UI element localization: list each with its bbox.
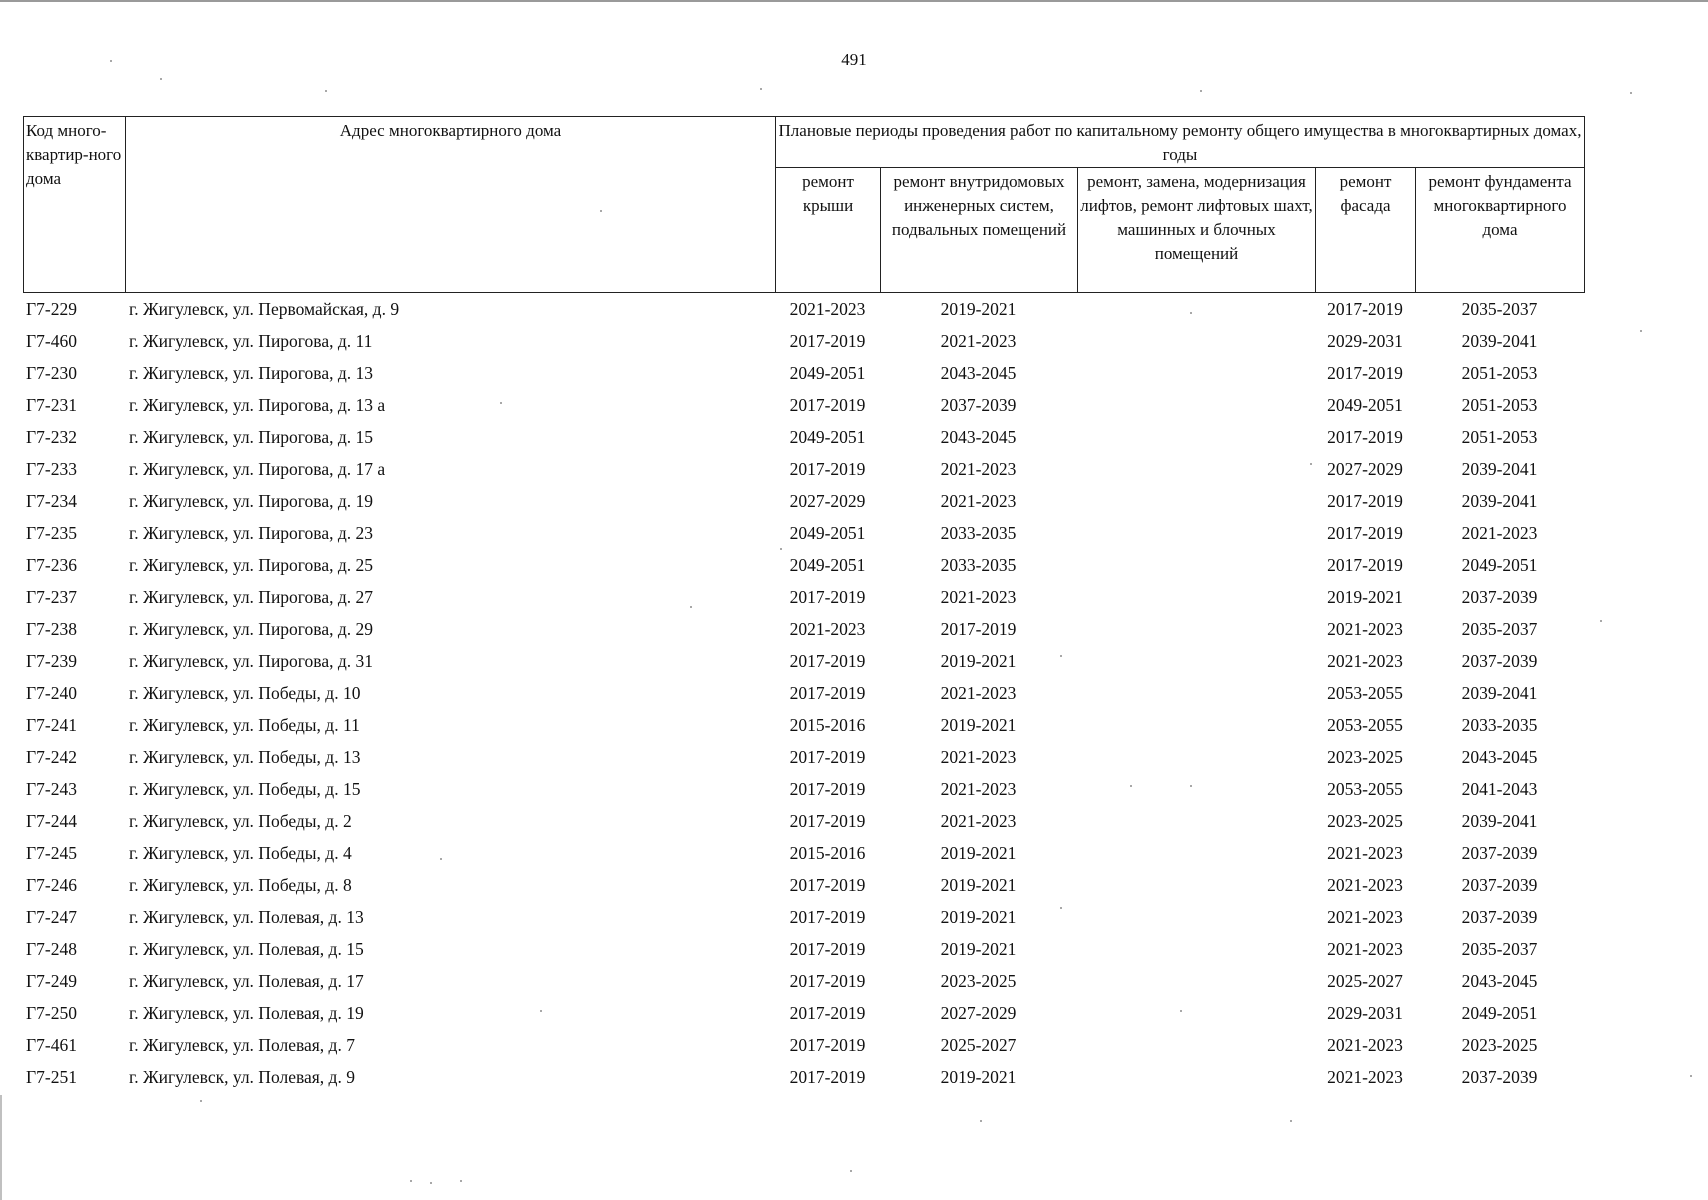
cell-roof: 2017-2019 <box>789 810 866 831</box>
cell-code: Г7-230 <box>26 362 77 383</box>
cell-facade: 2017-2019 <box>1327 362 1403 383</box>
cell-systems: 2021-2023 <box>940 458 1017 479</box>
cell-systems: 2021-2023 <box>940 682 1017 703</box>
scan-edge-left <box>0 1095 2 1200</box>
cell-lifts <box>1077 837 1315 869</box>
scan-edge-top <box>0 0 1708 2</box>
cell-roof: 2017-2019 <box>789 650 866 671</box>
cell-code: Г7-242 <box>26 746 77 767</box>
cell-roof: 2017-2019 <box>789 1002 866 1023</box>
scan-speck <box>540 1010 542 1012</box>
cell-systems: 2021-2023 <box>940 778 1017 799</box>
cell-foundation: 2051-2053 <box>1461 394 1538 415</box>
cell-facade: 2053-2055 <box>1327 682 1403 703</box>
table-row <box>23 389 1584 421</box>
table-row <box>23 293 1584 325</box>
cell-foundation: 2039-2041 <box>1461 490 1538 511</box>
cell-foundation: 2039-2041 <box>1461 330 1538 351</box>
scan-speck <box>690 606 692 608</box>
cell-lifts <box>1077 517 1315 549</box>
cell-address: г. Жигулевск, ул. Полевая, д. 7 <box>129 1034 355 1055</box>
cell-lifts <box>1077 389 1315 421</box>
header-address: Адрес многоквартирного дома <box>339 121 562 140</box>
cell-facade: 2021-2023 <box>1327 842 1403 863</box>
cell-facade: 2049-2051 <box>1327 394 1403 415</box>
cell-foundation: 2037-2039 <box>1461 586 1538 607</box>
cell-lifts <box>1077 805 1315 837</box>
table-row <box>23 517 1584 549</box>
cell-code: Г7-246 <box>26 874 77 895</box>
cell-roof: 2049-2051 <box>789 362 866 383</box>
cell-address: г. Жигулевск, ул. Пирогова, д. 13 а <box>129 394 386 415</box>
table-row <box>23 837 1584 869</box>
scan-speck <box>1290 1120 1292 1122</box>
cell-lifts <box>1077 965 1315 997</box>
table-row <box>23 933 1584 965</box>
cell-code: Г7-250 <box>26 1002 77 1023</box>
scan-speck <box>850 1170 852 1172</box>
cell-code: Г7-235 <box>26 522 77 543</box>
scan-speck <box>500 402 502 404</box>
cell-code: Г7-237 <box>26 586 77 607</box>
cell-facade: 2023-2025 <box>1327 746 1403 767</box>
cell-code: Г7-241 <box>26 714 77 735</box>
cell-roof: 2017-2019 <box>789 906 866 927</box>
cell-facade: 2021-2023 <box>1327 1034 1403 1055</box>
cell-lifts <box>1077 549 1315 581</box>
scan-speck <box>1630 92 1632 94</box>
table-rows <box>23 293 1584 1093</box>
cell-roof: 2021-2023 <box>789 298 866 319</box>
scan-speck <box>1130 785 1132 787</box>
cell-code: Г7-232 <box>26 426 77 447</box>
scan-speck <box>1600 620 1602 622</box>
table-row <box>23 613 1584 645</box>
cell-code: Г7-249 <box>26 970 77 991</box>
cell-code: Г7-229 <box>26 298 77 319</box>
cell-code: Г7-234 <box>26 490 77 511</box>
cell-lifts <box>1077 421 1315 453</box>
cell-code: Г7-233 <box>26 458 77 479</box>
table-row <box>23 645 1584 677</box>
scan-speck <box>325 90 327 92</box>
cell-roof: 2049-2051 <box>789 554 866 575</box>
scan-speck <box>1640 330 1642 332</box>
table-row <box>23 997 1584 1029</box>
cell-systems: 2043-2045 <box>940 426 1017 447</box>
cell-facade: 2023-2025 <box>1327 810 1403 831</box>
cell-code: Г7-245 <box>26 842 77 863</box>
cell-roof: 2027-2029 <box>789 490 866 511</box>
cell-systems: 2019-2021 <box>940 1066 1017 1087</box>
cell-roof: 2017-2019 <box>789 682 866 703</box>
cell-foundation: 2037-2039 <box>1461 842 1538 863</box>
table-row <box>23 357 1584 389</box>
cell-roof: 2017-2019 <box>789 1066 866 1087</box>
cell-lifts <box>1077 773 1315 805</box>
cell-systems: 2023-2025 <box>940 970 1017 991</box>
cell-systems: 2019-2021 <box>940 938 1017 959</box>
table-row <box>23 709 1584 741</box>
cell-systems: 2019-2021 <box>940 842 1017 863</box>
cell-systems: 2021-2023 <box>940 330 1017 351</box>
cell-address: г. Жигулевск, ул. Пирогова, д. 11 <box>129 330 373 351</box>
cell-address: г. Жигулевск, ул. Пирогова, д. 25 <box>129 554 374 575</box>
table-row <box>23 485 1584 517</box>
scan-speck <box>1060 907 1062 909</box>
header-periods-group-cell <box>776 117 1585 168</box>
cell-address: г. Жигулевск, ул. Полевая, д. 19 <box>129 1002 364 1023</box>
table-header <box>23 116 1585 293</box>
cell-roof: 2049-2051 <box>789 522 866 543</box>
cell-systems: 2019-2021 <box>940 298 1017 319</box>
cell-foundation: 2037-2039 <box>1461 650 1538 671</box>
cell-code: Г7-251 <box>26 1066 77 1087</box>
table-row <box>23 741 1584 773</box>
table-row <box>23 549 1584 581</box>
scan-speck <box>1200 90 1202 92</box>
scan-speck <box>1190 312 1192 314</box>
cell-facade: 2021-2023 <box>1327 874 1403 895</box>
cell-address: г. Жигулевск, ул. Первомайская, д. 9 <box>129 298 400 319</box>
header-lifts-cell <box>1078 168 1316 293</box>
cell-facade: 2021-2023 <box>1327 938 1403 959</box>
cell-facade: 2027-2029 <box>1327 458 1403 479</box>
cell-roof: 2015-2016 <box>789 714 866 735</box>
cell-systems: 2019-2021 <box>940 874 1017 895</box>
cell-systems: 2019-2021 <box>940 650 1017 671</box>
cell-foundation: 2037-2039 <box>1461 1066 1538 1087</box>
cell-foundation: 2039-2041 <box>1461 458 1538 479</box>
cell-foundation: 2043-2045 <box>1461 970 1538 991</box>
cell-systems: 2019-2021 <box>940 714 1017 735</box>
header-facade: ремонт фасада <box>1339 172 1392 215</box>
cell-roof: 2015-2016 <box>789 842 866 863</box>
cell-systems: 2019-2021 <box>940 906 1017 927</box>
header-code: Код много-квартир-ного дома <box>26 121 122 188</box>
cell-systems: 2021-2023 <box>940 586 1017 607</box>
cell-address: г. Жигулевск, ул. Пирогова, д. 13 <box>129 362 374 383</box>
cell-address: г. Жигулевск, ул. Пирогова, д. 29 <box>129 618 374 639</box>
table-row <box>23 805 1584 837</box>
scan-speck <box>780 548 782 550</box>
cell-facade: 2021-2023 <box>1327 650 1403 671</box>
cell-systems: 2027-2029 <box>940 1002 1017 1023</box>
cell-systems: 2043-2045 <box>940 362 1017 383</box>
cell-lifts <box>1077 581 1315 613</box>
cell-foundation: 2049-2051 <box>1461 1002 1538 1023</box>
table-row <box>23 453 1584 485</box>
cell-address: г. Жигулевск, ул. Пирогова, д. 19 <box>129 490 374 511</box>
scan-speck <box>430 1182 432 1184</box>
table-row <box>23 325 1584 357</box>
cell-address: г. Жигулевск, ул. Полевая, д. 15 <box>129 938 364 959</box>
cell-facade: 2021-2023 <box>1327 1066 1403 1087</box>
scan-speck <box>980 1120 982 1122</box>
cell-facade: 2021-2023 <box>1327 618 1403 639</box>
cell-code: Г7-239 <box>26 650 77 671</box>
cell-lifts <box>1077 485 1315 517</box>
cell-roof: 2017-2019 <box>789 1034 866 1055</box>
cell-foundation: 2023-2025 <box>1461 1034 1538 1055</box>
cell-systems: 2033-2035 <box>940 522 1017 543</box>
cell-address: г. Жигулевск, ул. Пирогова, д. 15 <box>129 426 374 447</box>
cell-lifts <box>1077 453 1315 485</box>
cell-systems: 2033-2035 <box>940 554 1017 575</box>
cell-foundation: 2035-2037 <box>1461 618 1538 639</box>
header-roof-cell <box>776 168 881 293</box>
scan-speck <box>110 60 112 62</box>
cell-lifts <box>1077 901 1315 933</box>
cell-address: г. Жигулевск, ул. Полевая, д. 9 <box>129 1066 355 1087</box>
cell-code: Г7-236 <box>26 554 77 575</box>
cell-foundation: 2021-2023 <box>1461 522 1538 543</box>
cell-facade: 2017-2019 <box>1327 554 1403 575</box>
cell-lifts <box>1077 933 1315 965</box>
cell-code: Г7-240 <box>26 682 77 703</box>
scan-speck <box>200 1100 202 1102</box>
cell-code: Г7-231 <box>26 394 77 415</box>
table-row <box>23 1029 1584 1061</box>
cell-lifts <box>1077 325 1315 357</box>
cell-roof: 2017-2019 <box>789 874 866 895</box>
cell-foundation: 2039-2041 <box>1461 810 1538 831</box>
cell-roof: 2017-2019 <box>789 746 866 767</box>
scan-speck <box>760 88 762 90</box>
cell-facade: 2017-2019 <box>1327 426 1403 447</box>
cell-code: Г7-248 <box>26 938 77 959</box>
table-row <box>23 869 1584 901</box>
cell-lifts <box>1077 1061 1315 1093</box>
cell-lifts <box>1077 613 1315 645</box>
cell-lifts <box>1077 293 1315 325</box>
cell-roof: 2017-2019 <box>789 938 866 959</box>
cell-address: г. Жигулевск, ул. Победы, д. 15 <box>129 778 361 799</box>
header-address-cell <box>126 117 776 293</box>
cell-roof: 2017-2019 <box>789 330 866 351</box>
cell-facade: 2017-2019 <box>1327 522 1403 543</box>
cell-roof: 2021-2023 <box>789 618 866 639</box>
cell-code: Г7-238 <box>26 618 77 639</box>
cell-facade: 2029-2031 <box>1327 1002 1403 1023</box>
cell-systems: 2025-2027 <box>940 1034 1017 1055</box>
scan-speck <box>1310 463 1312 465</box>
cell-lifts <box>1077 357 1315 389</box>
cell-facade: 2021-2023 <box>1327 906 1403 927</box>
table-row <box>23 773 1584 805</box>
cell-roof: 2017-2019 <box>789 586 866 607</box>
cell-systems: 2021-2023 <box>940 490 1017 511</box>
cell-foundation: 2033-2035 <box>1461 714 1538 735</box>
cell-code: Г7-247 <box>26 906 77 927</box>
cell-foundation: 2035-2037 <box>1461 298 1538 319</box>
table-row <box>23 421 1584 453</box>
cell-roof: 2017-2019 <box>789 394 866 415</box>
cell-address: г. Жигулевск, ул. Полевая, д. 13 <box>129 906 364 927</box>
scan-speck <box>160 78 162 80</box>
cell-address: г. Жигулевск, ул. Победы, д. 10 <box>129 682 361 703</box>
cell-foundation: 2051-2053 <box>1461 426 1538 447</box>
cell-lifts <box>1077 677 1315 709</box>
cell-code: Г7-460 <box>26 330 77 351</box>
table-row <box>23 965 1584 997</box>
header-roof: ремонт крыши <box>802 172 854 215</box>
cell-lifts <box>1077 997 1315 1029</box>
cell-address: г. Жигулевск, ул. Победы, д. 2 <box>129 810 352 831</box>
cell-address: г. Жигулевск, ул. Победы, д. 13 <box>129 746 361 767</box>
cell-roof: 2049-2051 <box>789 426 866 447</box>
cell-address: г. Жигулевск, ул. Пирогова, д. 17 а <box>129 458 386 479</box>
scan-speck <box>440 858 442 860</box>
cell-foundation: 2039-2041 <box>1461 682 1538 703</box>
table-row <box>23 581 1584 613</box>
cell-code: Г7-244 <box>26 810 77 831</box>
scan-speck <box>1060 655 1062 657</box>
scan-speck <box>460 1180 462 1182</box>
header-code-cell <box>24 117 126 293</box>
cell-facade: 2025-2027 <box>1327 970 1403 991</box>
cell-facade: 2029-2031 <box>1327 330 1403 351</box>
header-systems-cell <box>881 168 1078 293</box>
cell-lifts <box>1077 709 1315 741</box>
cell-facade: 2017-2019 <box>1327 298 1403 319</box>
cell-address: г. Жигулевск, ул. Победы, д. 8 <box>129 874 352 895</box>
cell-address: г. Жигулевск, ул. Пирогова, д. 27 <box>129 586 374 607</box>
header-periods-group: Плановые периоды проведения работ по капитальному ремонту общего имущества в многоквартирных домах, годы <box>778 121 1582 164</box>
cell-address: г. Жигулевск, ул. Победы, д. 11 <box>129 714 360 735</box>
cell-lifts <box>1077 741 1315 773</box>
cell-systems: 2037-2039 <box>940 394 1017 415</box>
cell-foundation: 2051-2053 <box>1461 362 1538 383</box>
table-row <box>23 901 1584 933</box>
table-row <box>23 677 1584 709</box>
cell-facade: 2053-2055 <box>1327 778 1403 799</box>
table-body <box>23 293 1584 1093</box>
cell-address: г. Жигулевск, ул. Полевая, д. 17 <box>129 970 364 991</box>
table-row <box>23 1061 1584 1093</box>
cell-address: г. Жигулевск, ул. Пирогова, д. 23 <box>129 522 374 543</box>
cell-code: Г7-461 <box>26 1034 77 1055</box>
cell-lifts <box>1077 869 1315 901</box>
cell-foundation: 2049-2051 <box>1461 554 1538 575</box>
header-foundation: ремонт фундамента многоквартирного дома <box>1428 172 1572 239</box>
cell-foundation: 2041-2043 <box>1461 778 1538 799</box>
cell-address: г. Жигулевск, ул. Победы, д. 4 <box>129 842 352 863</box>
header-lifts: ремонт, замена, модернизация лифтов, ремонт лифтовых шахт, машинных и блочных помещений <box>1080 172 1313 263</box>
header-foundation-cell <box>1416 168 1585 293</box>
cell-systems: 2021-2023 <box>940 810 1017 831</box>
scan-speck <box>600 210 602 212</box>
cell-foundation: 2037-2039 <box>1461 874 1538 895</box>
cell-address: г. Жигулевск, ул. Пирогова, д. 31 <box>129 650 374 671</box>
scan-speck <box>410 1180 412 1182</box>
cell-roof: 2017-2019 <box>789 970 866 991</box>
header-systems: ремонт внутридомовых инженерных систем, подвальных помещений <box>891 172 1067 239</box>
cell-facade: 2019-2021 <box>1327 586 1403 607</box>
cell-lifts <box>1077 645 1315 677</box>
scan-speck <box>1690 1075 1692 1077</box>
cell-roof: 2017-2019 <box>789 778 866 799</box>
cell-foundation: 2037-2039 <box>1461 906 1538 927</box>
cell-facade: 2053-2055 <box>1327 714 1403 735</box>
cell-systems: 2017-2019 <box>940 618 1017 639</box>
scan-speck <box>1180 1010 1182 1012</box>
cell-foundation: 2035-2037 <box>1461 938 1538 959</box>
cell-roof: 2017-2019 <box>789 458 866 479</box>
cell-code: Г7-243 <box>26 778 77 799</box>
scan-speck <box>1190 785 1192 787</box>
header-facade-cell <box>1316 168 1416 293</box>
cell-systems: 2021-2023 <box>940 746 1017 767</box>
cell-facade: 2017-2019 <box>1327 490 1403 511</box>
cell-lifts <box>1077 1029 1315 1061</box>
cell-foundation: 2043-2045 <box>1461 746 1538 767</box>
page-number: 491 <box>841 50 867 69</box>
